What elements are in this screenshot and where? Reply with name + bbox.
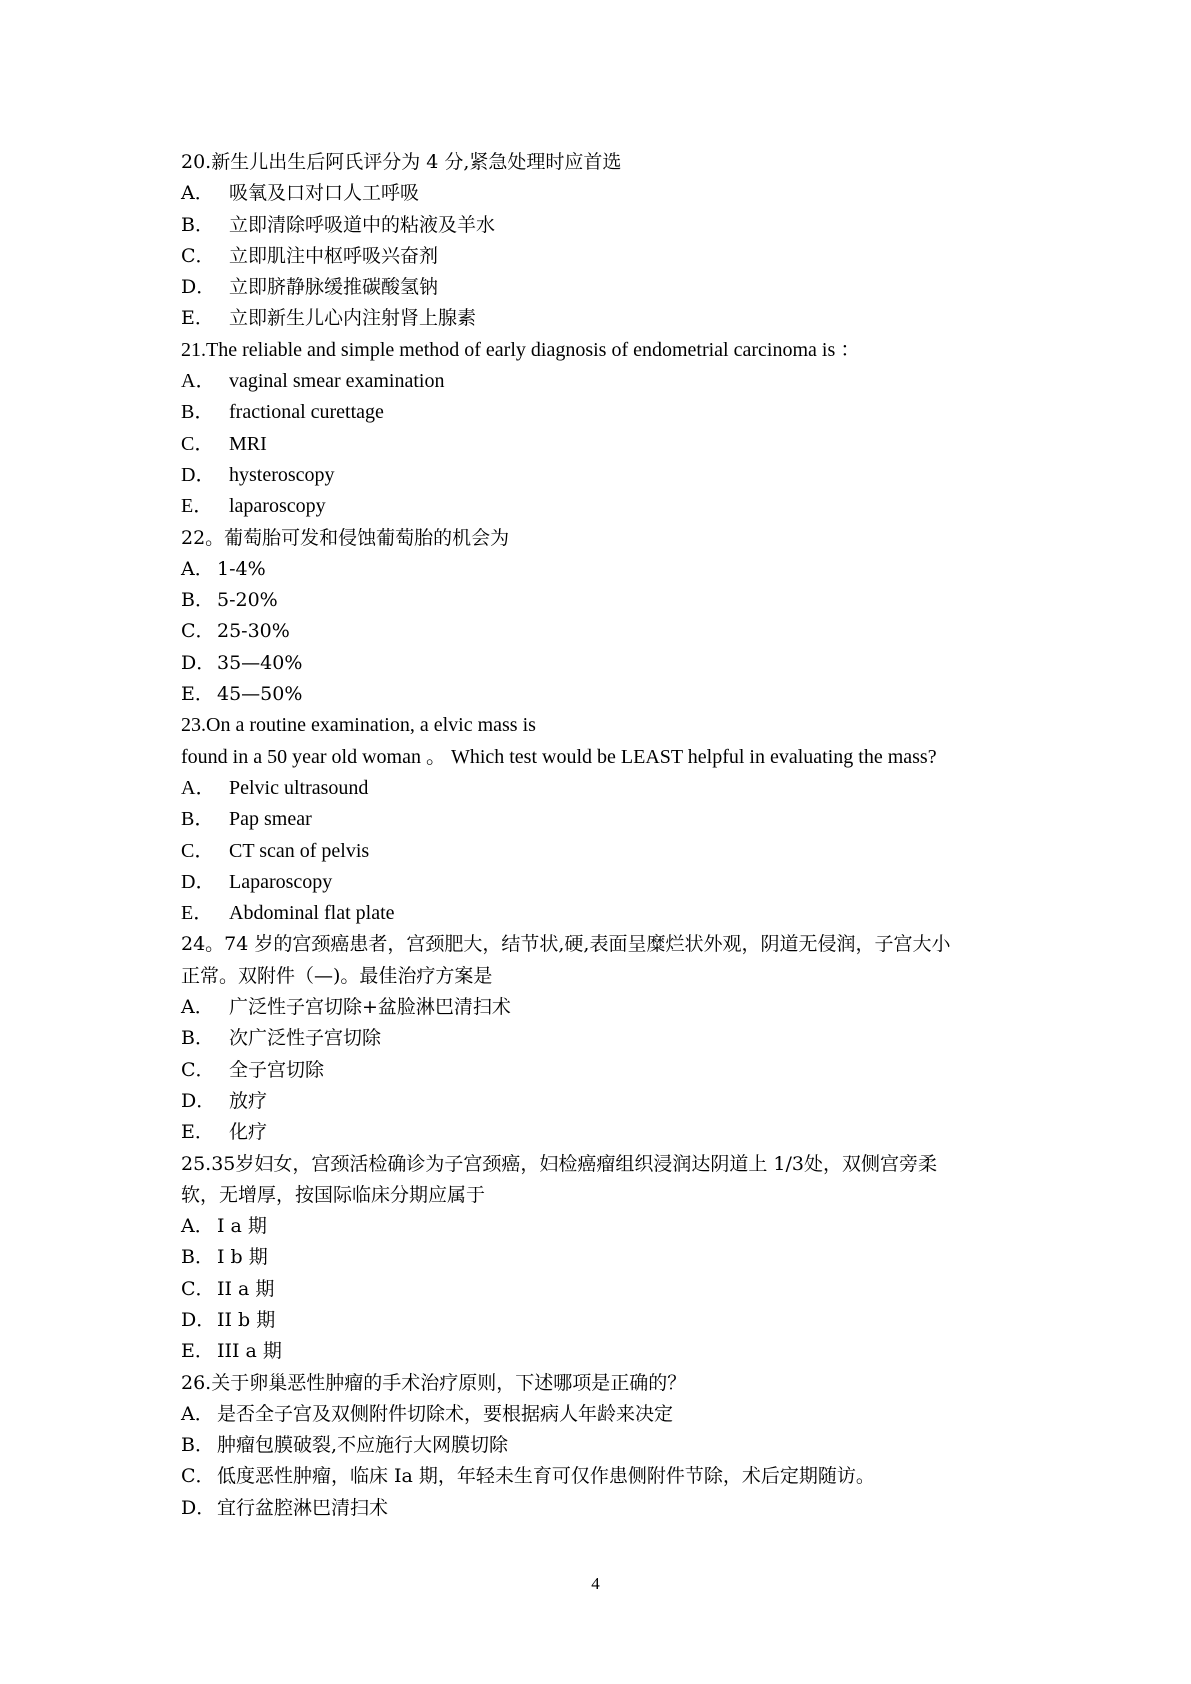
option-text: I a 期 — [217, 1215, 267, 1238]
option-letter: C． — [181, 244, 215, 267]
option-text: II a 期 — [217, 1277, 275, 1300]
question-23-stem-line-1: 23.On a routine examination, a elvic mass is — [181, 714, 536, 737]
question-25-option-d — [181, 1305, 1021, 1336]
option-letter: A． — [181, 996, 214, 1019]
option-text: 低度恶性肿瘤，临床 Ia 期，年轻未生育可仅作患侧附件节除，术后定期随访。 — [217, 1465, 875, 1488]
question-24-stem-line-2: 正常。双附件（—)。最佳治疗方案是 — [181, 964, 493, 987]
question-23-stem-line-2: found in a 50 year old woman 。 Which test would be LEAST helpful in evaluating the mass? — [181, 745, 937, 768]
option-letter: A． — [181, 1402, 214, 1425]
option-text: 立即肌注中枢呼吸兴奋剂 — [229, 244, 439, 267]
option-text: fractional curettage — [229, 401, 384, 424]
option-text: hysteroscopy — [229, 463, 335, 486]
option-letter: A． — [181, 370, 216, 393]
option-text: 吸氧及口对口人工呼吸 — [229, 182, 420, 205]
question-26-option-d — [181, 1493, 1021, 1524]
question-26-option-b — [181, 1430, 1021, 1461]
question-22-option-a — [181, 554, 1021, 585]
option-text: MRI — [229, 432, 267, 455]
question-25-option-c — [181, 1274, 1021, 1305]
option-letter: C． — [181, 432, 215, 455]
option-text: laparoscopy — [229, 495, 326, 518]
option-letter: E． — [181, 307, 214, 330]
question-21-option-b — [181, 397, 1021, 428]
question-24-option-b — [181, 1023, 1021, 1054]
option-text: I b 期 — [217, 1246, 268, 1269]
option-text: CT scan of pelvis — [229, 839, 370, 862]
question-24-option-c — [181, 1055, 1021, 1086]
question-26-stem: 26.关于卵巢恶性肿瘤的手术治疗原则，下述哪项是正确的？ — [181, 1371, 687, 1394]
option-text: 35—40% — [217, 651, 303, 674]
question-26-option-a — [181, 1399, 1021, 1430]
question-20-option-d — [181, 272, 1021, 303]
option-letter: B． — [181, 589, 214, 612]
option-letter: D． — [181, 1496, 216, 1519]
question-21-option-a — [181, 366, 1021, 397]
question-21-option-c — [181, 429, 1021, 460]
option-letter: D． — [181, 651, 216, 674]
question-25-option-e — [181, 1336, 1021, 1367]
question-21-option-e — [181, 491, 1021, 522]
option-text: 放疗 — [229, 1089, 268, 1112]
option-letter: D． — [181, 276, 216, 299]
option-letter: A． — [181, 182, 214, 205]
option-letter: E． — [181, 495, 214, 518]
option-letter: E． — [181, 1121, 214, 1144]
option-letter: C． — [181, 620, 215, 643]
question-22-option-d — [181, 648, 1021, 679]
option-letter: E． — [181, 683, 214, 706]
option-text: 次广泛性子宫切除 — [229, 1027, 382, 1050]
question-25-stem-line-2: 软，无增厚，按国际临床分期应属于 — [181, 1183, 486, 1206]
option-text: 1-4% — [217, 557, 266, 580]
option-text: vaginal smear examination — [229, 370, 445, 393]
option-text: 肿瘤包膜破裂,不应施行大网膜切除 — [217, 1434, 509, 1457]
option-letter: A． — [181, 557, 214, 580]
option-letter: D． — [181, 1089, 216, 1112]
option-letter: D． — [181, 870, 216, 893]
option-letter: D． — [181, 1308, 216, 1331]
question-25-stem-line-1: 25.35岁妇女，宫颈活检确诊为子宫颈癌，妇检癌瘤组织浸润达阴道上 1/3处，双侧宫旁柔 — [181, 1152, 938, 1175]
question-21-option-d — [181, 460, 1021, 491]
option-letter: E． — [181, 902, 214, 925]
question-22-option-e — [181, 679, 1021, 710]
option-text: II b 期 — [217, 1308, 276, 1331]
option-text: 立即清除呼吸道中的粘液及羊水 — [229, 213, 496, 236]
question-20-option-b — [181, 210, 1021, 241]
question-25-option-a — [181, 1211, 1021, 1242]
option-text: 立即新生儿心内注射肾上腺素 — [229, 307, 477, 330]
option-text: 立即脐静脉缓推碳酸氢钠 — [229, 276, 439, 299]
option-letter: B． — [181, 213, 214, 236]
page-content — [181, 147, 1021, 1524]
option-text: Abdominal flat plate — [229, 902, 395, 925]
option-letter: D． — [181, 463, 216, 486]
question-20-option-a — [181, 178, 1021, 209]
option-letter: A． — [181, 776, 216, 799]
question-22-option-b — [181, 585, 1021, 616]
option-letter: B． — [181, 401, 215, 424]
option-letter: B． — [181, 808, 215, 831]
question-20-stem: 20.新生儿出生后阿氏评分为 4 分,紧急处理时应首选 — [181, 151, 622, 173]
question-24-option-e — [181, 1117, 1021, 1148]
option-letter: E． — [181, 1340, 214, 1363]
option-text: III a 期 — [217, 1340, 282, 1363]
option-letter: C． — [181, 1277, 215, 1300]
option-text: 宜行盆腔淋巴清扫术 — [217, 1496, 389, 1519]
question-25-option-b — [181, 1242, 1021, 1273]
question-22-stem: 22。葡萄胎可发和侵蚀葡萄胎的机会为 — [181, 526, 510, 549]
question-23-option-e — [181, 898, 1021, 929]
option-text: 广泛性子宫切除+盆脸淋巴清扫术 — [229, 996, 511, 1019]
option-text: 全子宫切除 — [229, 1058, 325, 1081]
option-letter: C． — [181, 1465, 215, 1488]
question-22-option-c — [181, 616, 1021, 647]
option-letter: C． — [181, 1058, 215, 1081]
option-text: Laparoscopy — [229, 870, 333, 893]
option-text: 是否全子宫及双侧附件切除术，要根据病人年龄来决定 — [217, 1402, 674, 1425]
option-text: 45—50% — [217, 683, 303, 706]
option-letter: B． — [181, 1027, 214, 1050]
question-23-option-c — [181, 836, 1021, 867]
question-23-option-b — [181, 804, 1021, 835]
option-letter: B． — [181, 1434, 214, 1457]
option-text: 25-30% — [217, 620, 290, 643]
option-text: 5-20% — [217, 589, 278, 612]
question-26-option-c — [181, 1461, 1021, 1492]
option-letter: B． — [181, 1246, 214, 1269]
question-23-option-d — [181, 867, 1021, 898]
question-23-option-a — [181, 773, 1021, 804]
question-21-stem: 21.The reliable and simple method of early diagnosis of endometrial carcinoma is ： — [181, 338, 861, 361]
question-20-option-e — [181, 303, 1021, 334]
question-24-stem-line-1: 24。74 岁的宫颈癌患者，宫颈肥大，结节状,硬,表面呈糜烂状外观，阴道无侵润，子宫大小 — [181, 933, 951, 956]
question-24-option-a — [181, 992, 1021, 1023]
option-text: Pap smear — [229, 808, 312, 831]
option-letter: C． — [181, 839, 215, 862]
page-number: 4 — [591, 1574, 600, 1593]
option-letter: A． — [181, 1215, 214, 1238]
question-20-option-c — [181, 241, 1021, 272]
option-text: 化疗 — [229, 1121, 268, 1144]
question-24-option-d — [181, 1086, 1021, 1117]
option-text: Pelvic ultrasound — [229, 776, 369, 799]
